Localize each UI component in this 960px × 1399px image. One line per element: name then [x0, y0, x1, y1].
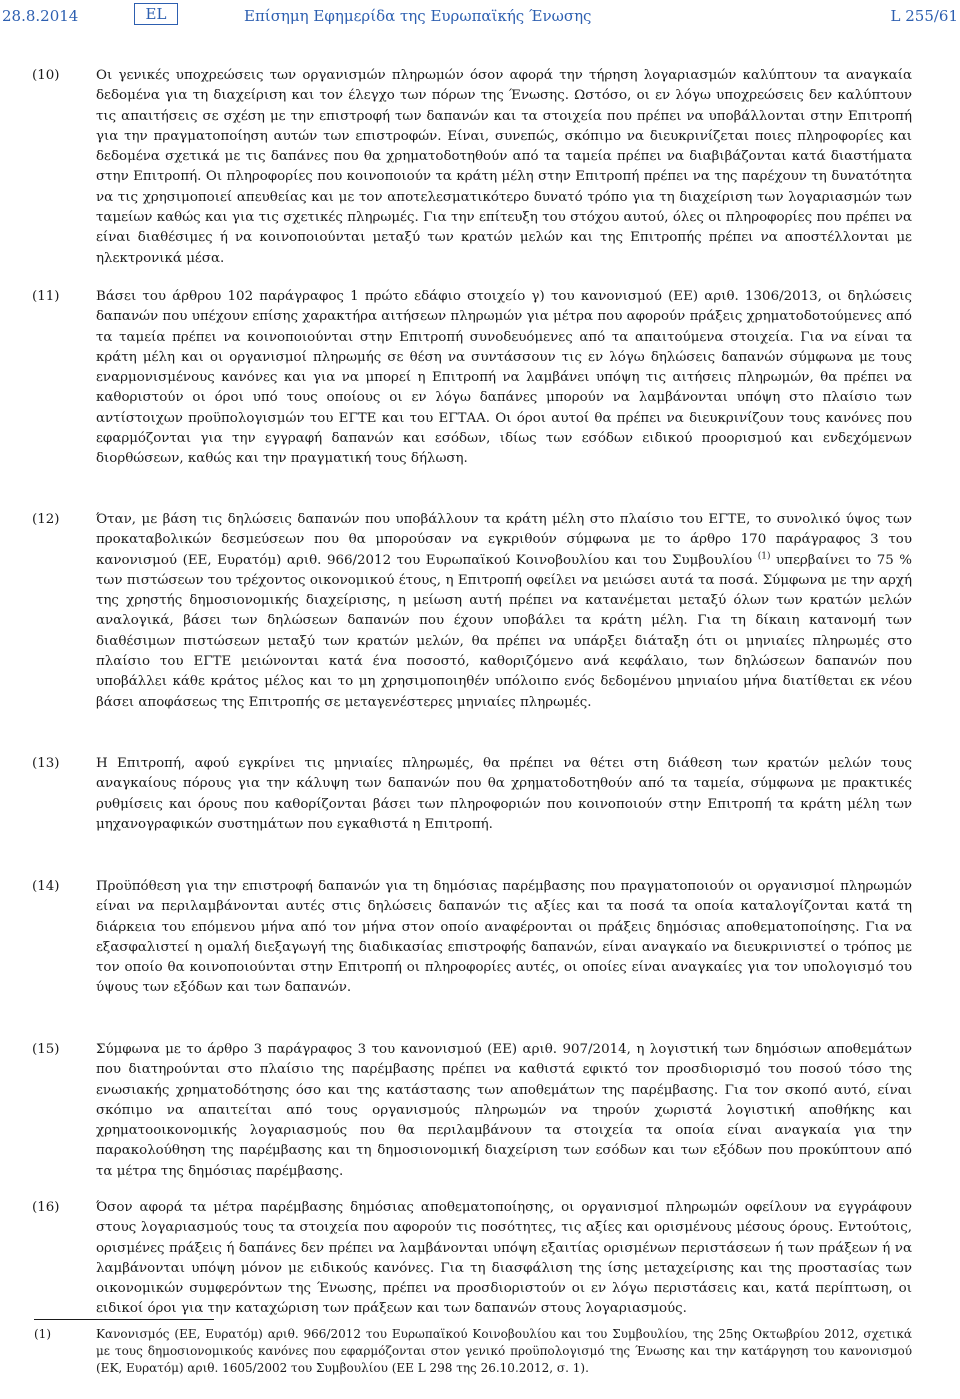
recital-text: Σύμφωνα με το άρθρο 3 παράγραφος 3 του κανονισμού (ΕΕ) αριθ. 907/2014, η λογιστική των δημόσιων αποθεμάτων που διατηρούνται στο πλαίσιο της παρέμβασης πρέπει να καθιστά εφικτό τον προσδιορισμό του ποσού τόσο της ενωσιακής χρηματοδότησης όσο και της κατάστασης των αποθεμάτων της παρέμβασης. Για τον σκοπό αυτό, είναι σκόπιμο να απαιτείται από τους οργανισμούς πληρωμών να τηρούν χωριστά λογιστική αποθήκης και χρηματοοικονομικής λογαριασμούς που θα περιλαμβάνουν τα στοιχεία τα οποία είναι αναγκαία για την παρακολούθηση της παρέμβασης και τη δημοσιονομική διαχείριση των εσόδων και των εξόδων που προκύπτουν από τα μέτρα της δημόσιας παρέμβασης. [96, 1042, 912, 1179]
recital-number: (10) [32, 68, 60, 83]
recital-text: Οι γενικές υποχρεώσεις των οργανισμών πληρωμών όσον αφορά την τήρηση λογαριασμών καλύπτουν τα αναγκαία δεδομένα για τη διαχείριση και τον έλεγχο των πόρων της Ένωσης. Ωστόσο, οι εν λόγω υποχρεώσεις δεν καλύπτουν τις απαιτήσεις σε σχέση με την επιστροφή των δαπανών και τα στοιχεία που πρέπει να υποβάλλονται στην Επιτροπή για την πραγματοποίηση αυτών των επιστροφών. Είναι, συνεπώς, σκόπιμο να διευκρινίζεται ποιες πληροφορίες και δεδομένα σχετικά με τις δαπάνες που θα χρηματοδοτηθούν από τα ταμεία πρέπει να διαβιβάζονται κατά διαστήματα στην Επιτροπή. Οι πληροφορίες που κοινοποιούν τα κράτη μέλη στην Επιτροπή πρέπει να της παρέχουν τη δυνατότητα να τις χρησιμοποιεί απευθείας και με τον αποτελεσματικότερο δυνατό τρόπο για τη διαχείριση των λογαριασμών των ταμείων καθώς και για τις σχετικές πληρωμές. Για την επίτευξη του στόχου αυτού, όλες οι πληροφορίες που πρέπει να είναι διαθέσιμες ή να κοινοποιούνται μεταξύ των κρατών μελών και της Επιτροπής πρέπει να αποστέλλονται με ηλεκτρονικά μέσα. [96, 68, 912, 266]
recital-text: Προϋπόθεση για την επιστροφή δαπανών για τη δημόσιας παρέμβασης που πραγματοποιούν οι οργανισμοί πληρωμών είναι να περιλαμβάνονται αυτές στις δηλώσεις δαπανών τις αξίες και τα ποσά τα οποία καταλογίζονται κατά τη διάρκεια του επόμενου μήνα από τον μήνα στον οποίο αναφέρονται οι πράξεις δημόσιας αποθεματοποίησης. Για να εξασφαλιστεί η ομαλή διεξαγωγή της διαδικασίας επιστροφής δαπανών, είναι αναγκαίο να διευκρινιστεί ο τρόπος με τον οποίο θα κοινοποιούνται στην Επιτροπή οι πληροφορίες αυτές, οι οποίες είναι αναγκαίες για τον υπολογισμό του ύψους των εξόδων και των δαπανών. [96, 879, 912, 996]
journal-title: Επίσημη Εφημερίδα της Ευρωπαϊκής Ένωσης [244, 7, 592, 25]
recital-text [96, 510, 912, 713]
recital-text: Όσον αφορά τα μέτρα παρέμβασης δημόσιας αποθεματοποίησης, οι οργανισμοί πληρωμών οφείλουν να εγγράφουν στους λογαριασμούς τους τα στοιχεία που αφορούν τις ποσότητες, τις αξίες και ορισμένους μέσους όρους. Εντούτοις, ορισμένες πράξεις ή δαπάνες δεν πρέπει να λαμβάνονται υπόψη εξαιτίας ορισμένων περιστάσεων ή των πράξεων ή να λαμβάνονται υπόψη μόνον με ειδικούς κανόνες. Για τη διασφάλιση της ίσης μεταχείρισης και της προστασίας των οικονομικών συμφερόντων της Ένωσης, πρέπει να προσδιοριστούν οι εν λόγω περιστάσεις και, κατά περίπτωση, οι ειδικοί όροι για την καταχώριση των πράξεων και των δαπανών στους λογαριασμούς. [96, 1200, 912, 1317]
recital-number: (13) [32, 756, 60, 771]
recital-text-part: υπερβαίνει το 75 % των πιστώσεων του τρέχοντος οικονομικού έτους, η Επιτροπή οφείλει να μειώσει αυτά τα ποσά. Σύμφωνα με την αρχή της χρηστής δημοσιονομικής διαχείρισης, η μείωση αυτή πρέπει να κατανέμεται μεταξύ όλων των κρατών μελών αναλογικά, βάσει των δηλώσεων δαπανών που έχουν υποβάλει τα κράτη μέλη. Για τη δίκαιη κατανομή των διαθέσιμων πιστώσεων μεταξύ των κρατών μελών, θα πρέπει να υπάρξει διάταξη ότι οι μηνιαίες πληρωμές στο πλαίσιο του ΕΓΤΕ μειώνονται κατά ένα ποσοστό, καθοριζόμενο ανά κεφάλαιο, των δηλώσεων δαπανών που υποβάλλει κάθε κράτος μέλος και το μη χρησιμοποιηθέν υπόλοιπο ενός δεδομένου μηνιαίου μήνα διατίθεται εκ νέου βάσει αποφάσεως της Επιτροπής σε μεταγενέστερες μηνιαίες πληρωμές. [96, 552, 913, 710]
recital-text: Βάσει του άρθρου 102 παράγραφος 1 πρώτο εδάφιο στοιχείο γ) του κανονισμού (ΕΕ) αριθ. 1306/2013, οι δηλώσεις δαπανών που υπέχουν επίσης χαρακτήρα αιτήσεων πληρωμών για μέτρα που αφορούν πράξεις χρηματοδοτούμενες από τα ταμεία πρέπει να κοινοποιούνται στην Επιτροπή συνοδευόμενες από τα απαιτούμενα στοιχεία. Για να είναι τα κράτη μέλη και οι οργανισμοί πληρωμής σε θέση να συντάσσουν τις εν λόγω δηλώσεις δαπανών σύμφωνα με τους εναρμονισμένους κανόνες και για να μπορεί η Επιτροπή να λαμβάνει υπόψη τις αιτήσεις πληρωμών, θα πρέπει να καθοριστούν οι όροι υπό τους οποίους οι εν λόγω δαπάνες μπορούν να λαμβάνονται υπόψη στο πλαίσιο των αντίστοιχων προϋπολογισμών του ΕΓΤΕ και του ΕΓΤΑΑ. Οι όροι αυτοί θα πρέπει να διευκρινίζουν τους κανόνες που εφαρμόζονται για την εγγραφή δαπανών και εσόδων, ιδίως των εσόδων ειδικού προορισμού και ενδεχόμενων διορθώσεων, καθώς και την πραγματική τους δήλωση. [96, 289, 912, 467]
footnote-reference[interactable]: (1) [757, 551, 771, 562]
footnote-divider [34, 1319, 214, 1320]
recital-number: (14) [32, 879, 60, 894]
recital-text-part: Όταν, με βάση τις δηλώσεις δαπανών που υποβάλλουν τα κράτη μέλη στο πλαίσιο του ΕΓΤΕ, το συνολικό ύψος των προκαταβολικών δεσμεύσεων που θα μπορούσαν να εγκριθούν σύμφωνα με το άρθρο 170 παράγραφος 3 του κανονισμού (ΕΕ, Ευρατόμ) αριθ. 966/2012 του Ευρωπαϊκού Κοινοβουλίου και του Συμβουλίου [96, 512, 912, 568]
recital-number: (16) [32, 1200, 60, 1215]
recital-number: (11) [32, 289, 60, 304]
recital-number: (12) [32, 512, 60, 527]
recital-text: Η Επιτροπή, αφού εγκρίνει τις μηνιαίες πληρωμές, θα πρέπει να θέτει στη διάθεση των κρατών μελών τους αναγκαίους πόρους για την κάλυψη των δαπανών που θα χρηματοδοτηθούν από τα ταμεία, σύμφωνα με πρακτικές ρυθμίσεις και όρους που καθορίζονται βάσει των πληροφοριών που κοινοποιούν στην Επιτροπή τα κράτη μέλη των μηχανογραφικών συστημάτων που εγκαθιστά η Επιτροπή. [96, 756, 912, 832]
recital-number: (15) [32, 1042, 60, 1057]
footnote-mark: (1) [34, 1327, 51, 1341]
publication-date: 28.8.2014 [2, 7, 79, 25]
page-header [0, 6, 960, 28]
footnote-text: Κανονισμός (ΕΕ, Ευρατόμ) αριθ. 966/2012 του Ευρωπαϊκού Κοινοβουλίου και του Συμβουλίου, της 25ης Οκτωβρίου 2012, σχετικά με τους δημοσιονομικούς κανόνες που εφαρμόζονται στον γενικό προϋπολογισμό της Ένωσης και την κατάργηση του κανονισμού (ΕΚ, Ευρατόμ) αριθ. 1605/2002 του Συμβουλίου (ΕΕ L 298 της 26.10.2012, σ. 1). [96, 1327, 912, 1375]
language-badge: EL [134, 3, 178, 25]
page-reference: L 255/61 [890, 7, 958, 25]
